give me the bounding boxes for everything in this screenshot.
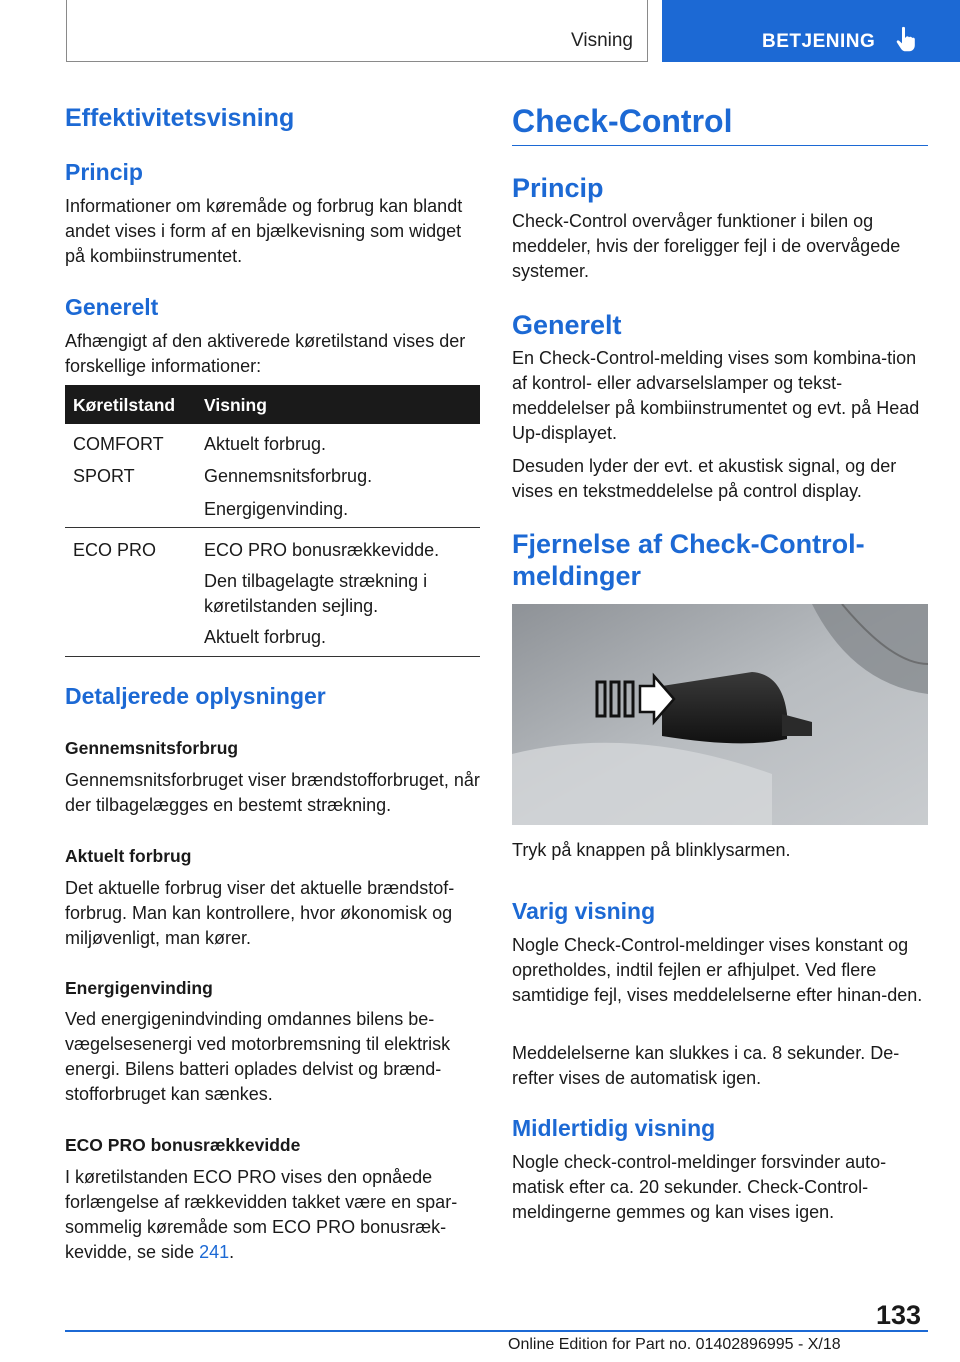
left-princip-text: Informationer om køremåde og forbrug kan blandt andet vises i form af en bjælkevisning som widget på kombiinstrumentet. bbox=[65, 196, 463, 266]
pointing-hand-icon bbox=[894, 26, 920, 59]
table-row-divider bbox=[65, 656, 480, 657]
header-chapter-label: BETJENING bbox=[762, 31, 876, 52]
header-chapter-tab[interactable] bbox=[662, 0, 960, 62]
left-generelt-text: Afhængigt af den aktiverede køretilstand vises der forskellige informationer: bbox=[65, 331, 466, 376]
right-princip-text: Check-Control overvåger funktioner i bilen og meddeler, hvis der foreligger fejl i de overvågede systemer. bbox=[512, 211, 901, 281]
table-header-mode: Køretilstand bbox=[73, 395, 176, 415]
varig-text1: Nogle Check-Control-meldinger vises konstant og opretholdes, indtil fejlen er afhjulpet. Ved flere samtidige fejl, vises meddelelserne efter hinan-den. bbox=[512, 935, 923, 1005]
header-section-label: Visning bbox=[571, 30, 633, 51]
footer-edition: Online Edition for Part no. 01402896995 - X/18 bbox=[508, 1336, 841, 1353]
left-title: Effektivitetsvisning bbox=[65, 104, 295, 132]
varig-heading: Varig visning bbox=[512, 898, 656, 924]
left-princip-heading: Princip bbox=[65, 159, 143, 185]
eco-text: I køretilstanden ECO PRO vises den opnåede forlængelse af rækkevidden takket være en spar-sommelig køremåde som ECO PRO bonusræk-kevidde, se side 241. bbox=[65, 1167, 458, 1262]
table-header-display: Visning bbox=[204, 395, 267, 415]
midl-heading: Midlertidig visning bbox=[512, 1115, 716, 1141]
gns-text: Gennemsnitsforbruget viser brændstofforbruget, når der tilbagelægges en bestemt strækning. bbox=[65, 770, 480, 815]
table-cell-mode: ECO PRO bbox=[73, 540, 157, 560]
title-underline bbox=[512, 145, 928, 146]
varig-text2: Meddelelserne kan slukkes i ca. 8 sekunder. De-refter vises de automatisk igen. bbox=[512, 1043, 900, 1088]
table-cell-value: Aktuelt forbrug. bbox=[204, 627, 327, 647]
akt-title: Aktuelt forbrug bbox=[65, 846, 192, 866]
table-cell-value: ECO PRO bonusrækkevidde. bbox=[204, 540, 440, 560]
table-row-divider bbox=[65, 527, 480, 528]
right-princip-heading: Princip bbox=[512, 173, 604, 203]
stalk-button-photo bbox=[512, 604, 928, 825]
right-generelt-text1: En Check-Control-melding vises som kombina-tion af kontrol- eller advarselslamper og tekst-meddelelser på kombiinstrumentet og evt. på Head Up-displayet. bbox=[512, 348, 920, 443]
footer-rule bbox=[65, 1330, 928, 1332]
right-generelt-text2: Desuden lyder der evt. et akustisk signal, og der vises en tekstmeddelelse på control display. bbox=[512, 456, 897, 501]
fjern-heading: Fjernelse af Check-Control-meldinger bbox=[512, 529, 865, 591]
page-link[interactable]: 241 bbox=[199, 1242, 230, 1262]
akt-text: Det aktuelle forbrug viser det aktuelle brændstof-forbrug. Man kan kontrollere, hvor økonomisk og miljøvenligt, man kører. bbox=[65, 878, 455, 948]
table-header bbox=[65, 385, 480, 424]
table-cell-value: Energigenvinding. bbox=[204, 499, 349, 519]
table-cell-mode: COMFORT bbox=[73, 434, 164, 454]
photo-caption: Tryk på knappen på blinklysarmen. bbox=[512, 840, 791, 860]
table-cell-value: Gennemsnitsforbrug. bbox=[204, 466, 373, 486]
table-cell-value: Aktuelt forbrug. bbox=[204, 434, 327, 454]
left-generelt-heading: Generelt bbox=[65, 294, 159, 320]
page-number: 133 bbox=[876, 1300, 922, 1330]
right-title: Check-Control bbox=[512, 103, 733, 139]
table-cell-mode: SPORT bbox=[73, 466, 135, 486]
energi-text: Ved energigenindvinding omdannes bilens be-vægelsesenergi ved motorbremsning til elektrisk energi. Bilens batteri oplades delvist og brænd-stofforbruget kan sænkes. bbox=[65, 1009, 451, 1104]
header-section-box bbox=[66, 0, 648, 62]
eco-title: ECO PRO bonusrækkevidde bbox=[65, 1135, 301, 1155]
left-detail-heading: Detaljerede oplysninger bbox=[65, 683, 326, 709]
right-generelt-heading: Generelt bbox=[512, 310, 622, 340]
midl-text: Nogle check-control-meldinger forsvinder auto-matisk efter ca. 20 sekunder. Check-Control-meldingerne gemmes og kan vises igen. bbox=[512, 1152, 887, 1222]
table-cell-value: Den tilbagelagte strækning i køretilstanden sejling. bbox=[204, 571, 428, 616]
energi-title: Energigenvinding bbox=[65, 978, 213, 998]
gns-title: Gennemsnitsforbrug bbox=[65, 738, 239, 758]
